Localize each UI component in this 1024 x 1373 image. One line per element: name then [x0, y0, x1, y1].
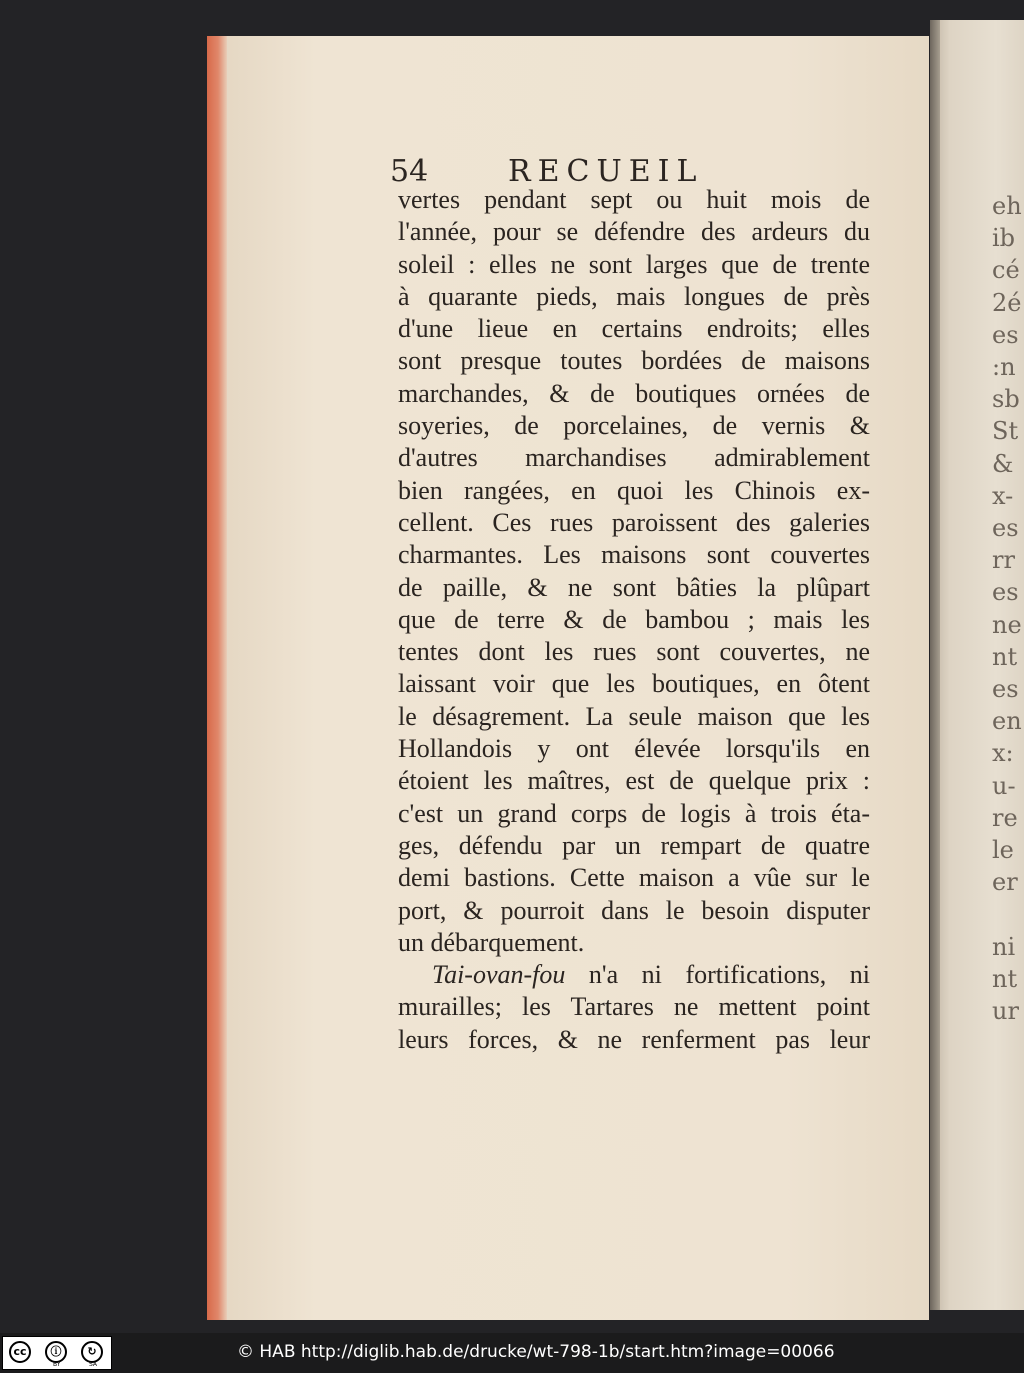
- place-name: Tai-ovan-fou: [432, 960, 566, 990]
- text-line: demi bastions. Cette maison a vûe sur le: [398, 863, 870, 893]
- sa-icon: ↻: [81, 1341, 103, 1363]
- text-line: à quarante pieds, mais longues de près: [398, 281, 870, 311]
- body-text: [398, 184, 870, 1056]
- cc-icon: cc: [9, 1341, 31, 1363]
- by-icon: ⓘ: [45, 1341, 67, 1363]
- text-line: tentes dont les rues sont couvertes, ne: [398, 637, 870, 667]
- text-line: de paille, & ne sont bâties la plûpart: [398, 572, 870, 602]
- text-line: d'une lieue en certains endroits; elles: [398, 314, 870, 344]
- text-line: vertes pendant sept ou huit mois de: [398, 185, 870, 214]
- text-line: d'autres marchandises admirablement: [398, 443, 870, 473]
- text-line: soleil : elles ne sont larges que de trente: [398, 249, 870, 279]
- text-line: Hollandois y ont élevée lorsqu'ils en: [398, 734, 870, 764]
- text-line: un débarquement.: [398, 927, 585, 957]
- red-page-edge: [207, 36, 227, 1320]
- text-line: étoient les maîtres, est de quelque prix :: [398, 766, 870, 796]
- text-line: marchandes, & de boutiques ornées de: [398, 378, 870, 408]
- facing-page-text: eh ib cé 2é es :n sb St & x- es rr es ne nt es en x: u- re le er ni nt ur: [992, 192, 1022, 1026]
- book-gutter: [930, 20, 940, 1310]
- text-line: bien rangées, en quoi les Chinois ex-: [398, 475, 870, 505]
- book-page: [207, 36, 929, 1320]
- credit-text: © HAB http://diglib.hab.de/drucke/wt-798-1b/start.htm?image=00066: [237, 1342, 835, 1362]
- text-line: l'année, pour se défendre des ardeurs du: [398, 217, 870, 247]
- footer-bar: [0, 1333, 1024, 1373]
- text-fragment: n'a ni fortifications, ni: [565, 960, 870, 990]
- text-line: ges, défendu par un rempart de quatre: [398, 830, 870, 860]
- paragraph-2-first-line: [398, 959, 870, 991]
- cc-license-badge[interactable]: [2, 1336, 112, 1370]
- text-line: sont presque toutes bordées de maisons: [398, 346, 870, 376]
- text-line: murailles; les Tartares ne mettent point: [398, 992, 870, 1022]
- text-line: cellent. Ces rues paroissent des galeries: [398, 507, 870, 537]
- text-line: soyeries, de porcelaines, de vernis &: [398, 411, 870, 441]
- page-number: 54: [390, 154, 429, 189]
- text-line: le désagrement. La seule maison que les: [398, 701, 870, 731]
- by-label: BY: [53, 1361, 61, 1368]
- text-line: port, & pourroit dans le besoin disputer: [398, 895, 870, 925]
- text-line: que de terre & de bambou ; mais les: [398, 604, 870, 634]
- text-line: leurs forces, & ne renferment pas leur: [398, 1024, 870, 1054]
- running-title: RECUEIL: [508, 154, 704, 189]
- sa-label: SA: [89, 1361, 98, 1368]
- facing-page: [930, 20, 1024, 1310]
- text-line: c'est un grand corps de logis à trois éta-: [398, 798, 870, 828]
- text-line: charmantes. Les maisons sont couvertes: [398, 540, 870, 570]
- text-line: laissant voir que les boutiques, en ôtent: [398, 669, 870, 699]
